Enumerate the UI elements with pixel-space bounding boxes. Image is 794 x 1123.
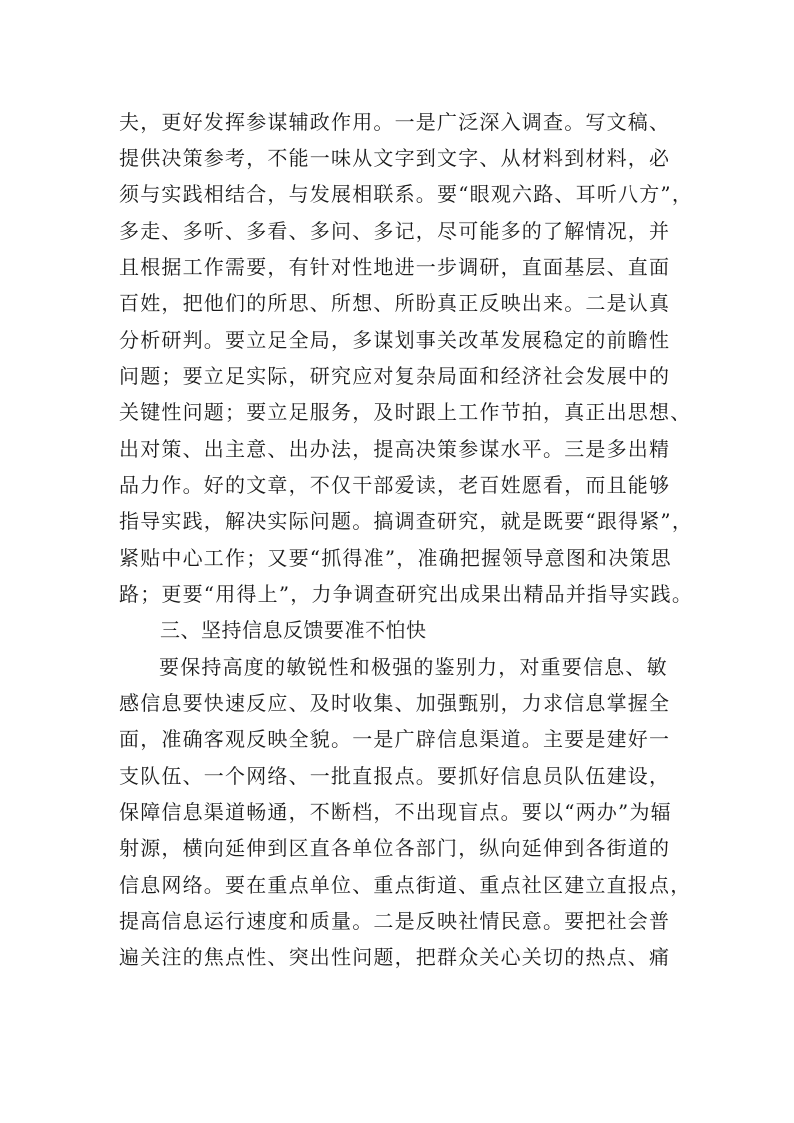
paragraph-line: 且根据工作需要，有针对性地进一步调研，直面基层、直面 bbox=[119, 255, 671, 279]
paragraph-line: 百姓，把他们的所思、所想、所盼真正反映出来。二是认真 bbox=[119, 291, 671, 315]
paragraph-line: 指导实践，解决实际问题。搞调查研究，就是既要“跟得紧”， bbox=[119, 509, 694, 533]
paragraph-line: 品力作。好的文章，不仅干部爱读，老百姓愿看，而且能够 bbox=[119, 473, 671, 497]
paragraph-line: 出对策、出主意、出办法，提高决策参谋水平。三是多出精 bbox=[119, 437, 671, 461]
paragraph-line: 须与实践相结合，与发展相联系。要“眼观六路、耳听八方”， bbox=[119, 182, 694, 206]
paragraph-line: 关键性问题；要立足服务，及时跟上工作节拍，真正出思想、 bbox=[119, 400, 692, 424]
paragraph-line: 面，准确客观反映全貌。一是广辟信息渠道。主要是建好一 bbox=[119, 727, 671, 751]
paragraph-line: 提供决策参考，不能一味从文字到文字、从材料到材料，必 bbox=[119, 146, 671, 170]
paragraph-line: 信息网络。要在重点单位、重点街道、重点社区建立直报点， bbox=[119, 873, 692, 897]
paragraph-line: 紧贴中心工作；又要“抓得准”，准确把握领导意图和决策思 bbox=[119, 546, 672, 570]
paragraph-line: 保障信息渠道畅通，不断档，不出现盲点。要以“两办”为辐 bbox=[119, 800, 672, 824]
paragraph-line: 要保持高度的敏锐性和极强的鉴别力，对重要信息、敏 bbox=[159, 655, 668, 679]
paragraph-line: 多走、多听、多看、多问、多记，尽可能多的了解情况，并 bbox=[119, 219, 671, 243]
paragraph-line: 射源，横向延伸到区直各单位各部门，纵向延伸到各街道的 bbox=[119, 836, 671, 860]
paragraph-line: 支队伍、一个网络、一批直报点。要抓好信息员队伍建设， bbox=[119, 764, 671, 788]
paragraph-line: 路；更要“用得上”，力争调查研究出成果出精品并指导实践。 bbox=[119, 582, 694, 606]
paragraph-line: 夫，更好发挥参谋辅政作用。一是广泛深入调查。写文稿、 bbox=[119, 110, 671, 134]
paragraph-line: 分析研判。要立足全局，多谋划事关改革发展稳定的前瞻性 bbox=[119, 328, 671, 352]
paragraph-line: 感信息要快速反应、及时收集、加强甄别，力求信息掌握全 bbox=[119, 691, 671, 715]
section-heading: 三、坚持信息反馈要准不怕快 bbox=[160, 618, 427, 642]
paragraph-line: 提高信息运行速度和质量。二是反映社情民意。要把社会普 bbox=[119, 909, 671, 933]
paragraph-line: 遍关注的焦点性、突出性问题，把群众关心关切的热点、痛 bbox=[119, 945, 671, 969]
paragraph-line: 问题；要立足实际，研究应对复杂局面和经济社会发展中的 bbox=[119, 364, 671, 388]
